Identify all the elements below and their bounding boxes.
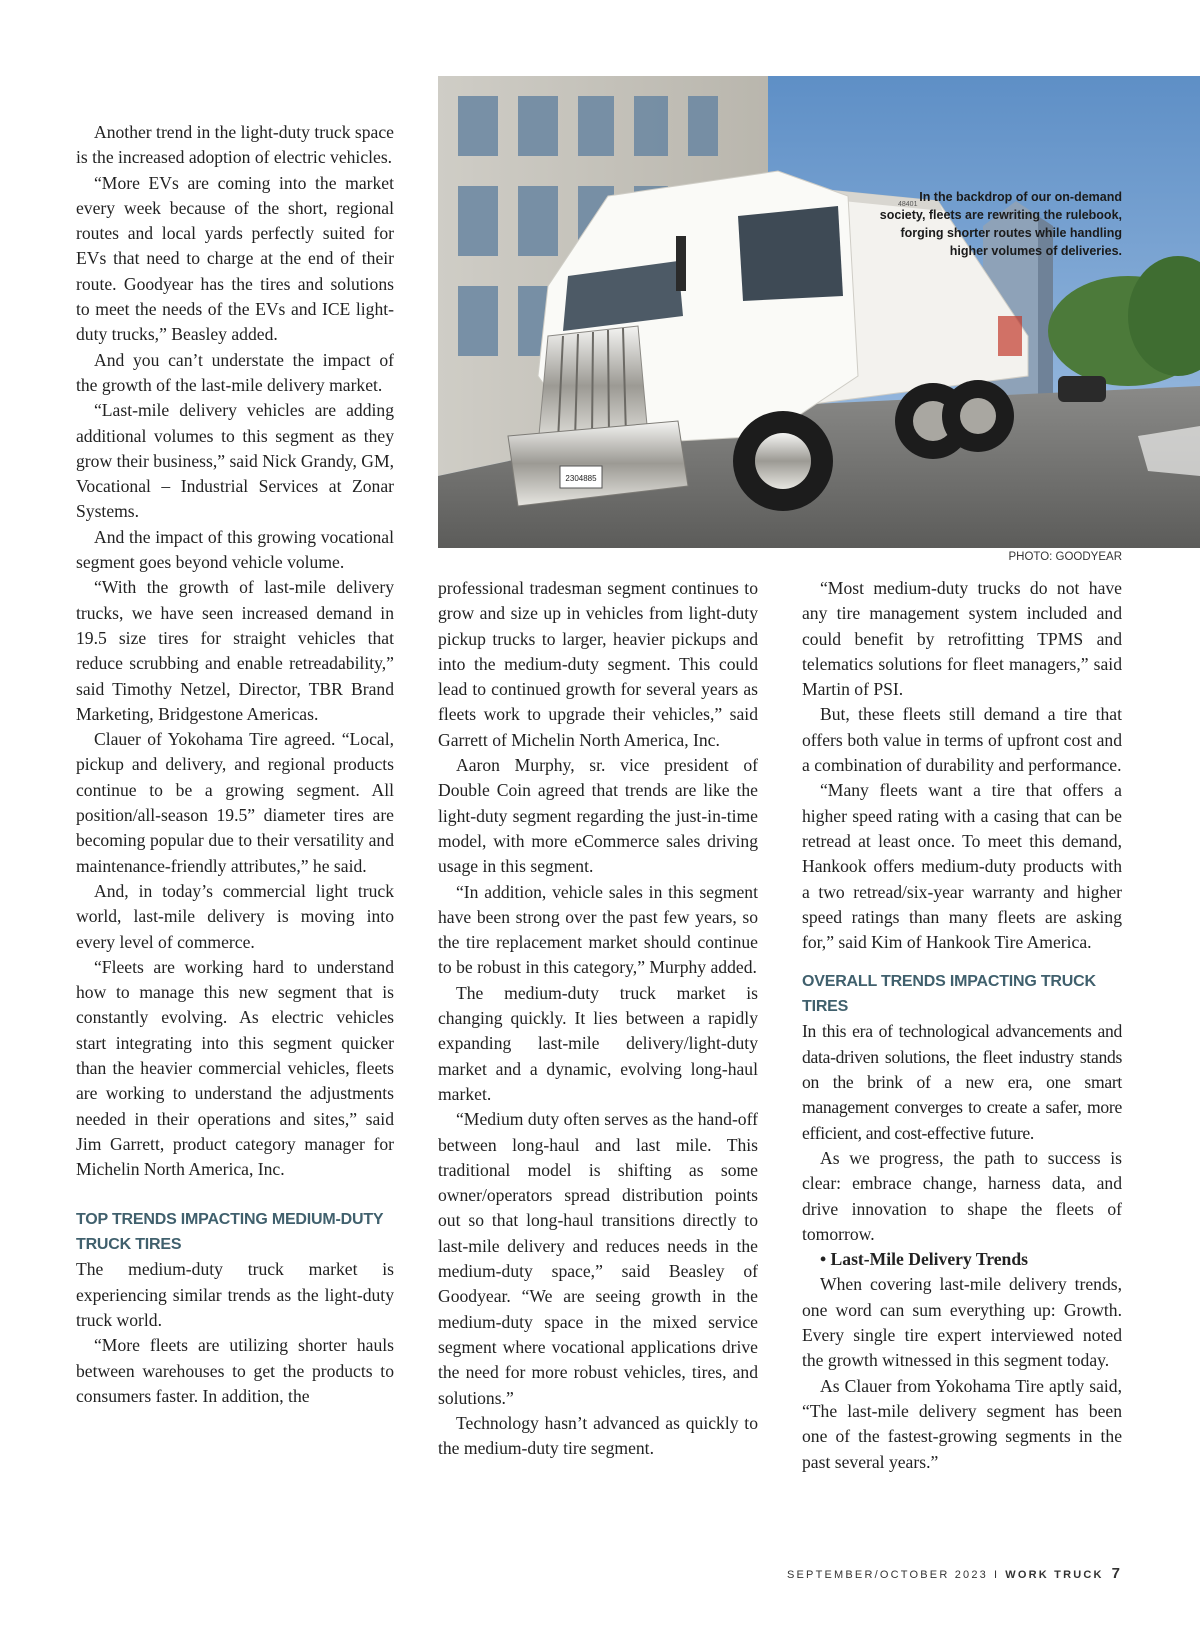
photo-caption: In the backdrop of our on-demand society, fleets are rewriting the rulebook, forging shorter routes while handling higher volumes of deliveries. bbox=[879, 190, 1122, 258]
paragraph: “Fleets are working hard to understand how to manage this new segment that is constantly evolving. As electric vehicles start integrating into this segment quicker than the heavier commercial vehicles, fleets are working to understand the adjustments needed in their operations and sites,” said Jim Garrett, product category manager for Michelin North America, Inc. bbox=[76, 956, 394, 1180]
footer-separator: I bbox=[994, 1569, 1000, 1581]
paragraph: “More EVs are coming into the market every week because of the short, regional routes and local yards perfectly suited for EVs that need to charge at the end of their route. Goodyear has the tires and solutions to meet the needs of the EVs and ICE light-duty trucks,” Beasley added. bbox=[76, 172, 394, 345]
paragraph: In this era of technological advancements and data-driven solutions, the fleet industry stands on the brink of a new era, one smart management converges to create a safer, more efficient, and cost-effective future. bbox=[802, 1021, 1122, 1143]
article-column-3 bbox=[802, 576, 1122, 1475]
paragraph: When covering last-mile delivery trends, one word can sum everything up: Growth. Every single tire expert interviewed noted the growth witnessed in this segment today. bbox=[802, 1274, 1122, 1371]
paragraph: “Most medium-duty trucks do not have any tire management system included and could benefit by retrofitting TPMS and telematics solutions for fleet managers,” said Martin of PSI. bbox=[802, 578, 1122, 700]
paragraph: “Many fleets want a tire that offers a higher speed rating with a casing that can be retread at least once. To meet this demand, Hankook offers medium-duty products with a two retread/six-year warranty and higher speed ratings than many fleets are asking for,” said Kim of Hankook Tire America. bbox=[802, 780, 1122, 953]
photo-credit: PHOTO: GOODYEAR bbox=[1008, 551, 1122, 563]
section-heading: OVERALL TRENDS IMPACTING TRUCK TIRES bbox=[802, 973, 1096, 1016]
paragraph: And, in today’s commercial light truck world, last-mile delivery is moving into every level of commerce. bbox=[76, 880, 394, 952]
article-column-2 bbox=[438, 576, 758, 1461]
paragraph: “With the growth of last-mile delivery trucks, we have seen increased demand in 19.5 size tires for straight vehicles that reduce scrubbing and enable retreadability,” said Timothy Netzel, Director, TBR Brand Marketing, Bridgestone Americas. bbox=[76, 577, 394, 724]
paragraph: “Medium duty often serves as the hand-off between long-haul and last mile. This traditional model is shifting as some owner/operators spread distribution points out so that long-haul transitions directly to last-mile delivery and reduces needs in the medium-duty space,” said Beasley of Goodyear. “We are seeing growth in the medium-duty space in the mixed service segment where vocational applications drive the need for more robust vehicles, tires, and solutions.” bbox=[438, 1109, 758, 1408]
bullet-heading: • Last-Mile Delivery Trends bbox=[820, 1249, 1028, 1270]
page-number: 7 bbox=[1111, 1565, 1120, 1582]
paragraph: As we progress, the path to success is clear: embrace change, harness data, and drive innovation to shape the fleets of tomorrow. bbox=[802, 1147, 1122, 1244]
paragraph: The medium-duty truck market is changing quickly. It lies between a rapidly expanding last-mile delivery/light-duty market and a dynamic, evolving long-haul market. bbox=[438, 982, 758, 1104]
paragraph: Technology hasn’t advanced as quickly to the medium-duty tire segment. bbox=[438, 1412, 758, 1459]
paragraph: professional tradesman segment continues to grow and size up in vehicles from light-duty pickup trucks to larger, heavier pickups and into the medium-duty segment. This could lead to continued growth for several years as fleets work to upgrade their vehicles,” said Garrett of Michelin North America, Inc. bbox=[438, 578, 758, 750]
magazine-name: WORK TRUCK bbox=[1005, 1569, 1104, 1581]
trailer-number: 48401 bbox=[898, 201, 918, 208]
paragraph: Clauer of Yokohama Tire agreed. “Local, pickup and delivery, and regional products continue to be a growing segment. All position/all-season 19.5” diameter tires are becoming popular due to their versatility and maintenance-friendly attributes,” he said. bbox=[76, 729, 394, 876]
issue-date: SEPTEMBER/OCTOBER 2023 bbox=[786, 1569, 988, 1581]
paragraph: “Last-mile delivery vehicles are adding additional volumes to this segment as they grow their business,” said Nick Grandy, GM, Vocational – Industrial Services at Zonar Systems. bbox=[76, 400, 394, 522]
paragraph: Another trend in the light-duty truck space is the increased adoption of electric vehicles. bbox=[76, 122, 394, 168]
paragraph: “In addition, vehicle sales in this segment have been strong over the past few years, so the tire replacement market should continue to be robust in this category,” Murphy added. bbox=[438, 881, 758, 978]
article-photo bbox=[438, 76, 1200, 548]
license-plate-text: 2304885 bbox=[565, 474, 597, 483]
paragraph: Aaron Murphy, sr. vice president of Double Coin agreed that trends are like the light-duty segment regarding the just-in-time model, with more eCommerce sales driving usage in this segment. bbox=[438, 755, 758, 877]
paragraph: The medium-duty truck market is experiencing similar trends as the light-duty truck world. bbox=[76, 1259, 394, 1331]
cab-window bbox=[738, 206, 843, 301]
paragraph: As Clauer from Yokohama Tire aptly said, “The last-mile delivery segment has been one of the fastest-growing segments in the past several years.” bbox=[802, 1375, 1122, 1472]
paragraph: And the impact of this growing vocational segment goes beyond vehicle volume. bbox=[76, 526, 394, 573]
page-footer bbox=[787, 1565, 1120, 1582]
section-heading: TOP TRENDS IMPACTING MEDIUM-DUTY TRUCK TIRES bbox=[76, 1211, 384, 1254]
article-column-1 bbox=[76, 120, 394, 1409]
paragraph: And you can’t understate the impact of the growth of the last-mile delivery market. bbox=[76, 349, 394, 395]
side-mirror bbox=[676, 236, 686, 291]
truck-photo-illustration bbox=[438, 76, 1200, 548]
paragraph: But, these fleets still demand a tire that offers both value in terms of upfront cost and a combination of durability and performance. bbox=[802, 704, 1122, 776]
paragraph: “More fleets are utilizing shorter hauls between warehouses to get the products to consumers faster. In addition, the bbox=[76, 1335, 394, 1406]
distant-car bbox=[1058, 376, 1106, 402]
